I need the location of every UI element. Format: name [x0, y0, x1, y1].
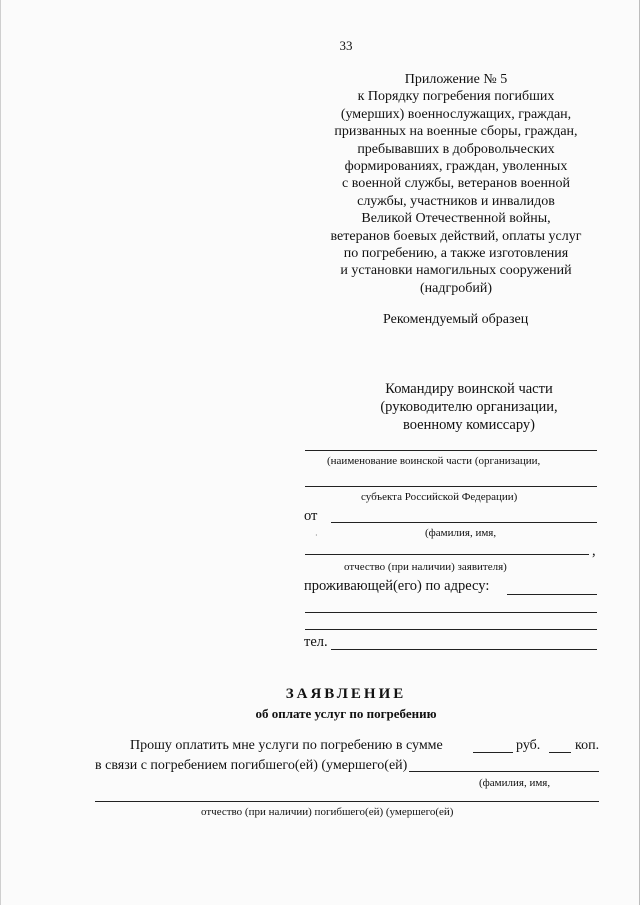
page-number: 33 [339, 38, 353, 53]
statement-title: ЗАЯВЛЕНИЕ [285, 686, 407, 702]
appendix-line: (надгробий) [419, 280, 492, 296]
appendix-line: к Порядку погребения погибших [357, 89, 555, 105]
in-connection-text: в связи с погребением погибшего(ей) (умершего(ей) [95, 758, 408, 773]
appendix-header [306, 71, 606, 297]
deceased-caption-1: (фамилия, имя, [479, 777, 551, 789]
appendix-line: Великой Отечественной войны, [361, 211, 551, 227]
address-label: проживающей(его) по адресу: [304, 578, 490, 594]
amount-kop-line[interactable] [549, 752, 571, 753]
rub-label: руб. [516, 738, 541, 753]
appendix-line: с военной службы, ветеранов военной [342, 176, 570, 192]
recommended-sample-label: Рекомендуемый образец [383, 312, 529, 327]
addressee-block [339, 380, 599, 434]
unit-caption-1: (наименование воинской части (организации, [327, 455, 541, 467]
name-caption-1: (фамилия, имя, [425, 527, 497, 539]
unit-name-line[interactable] [305, 450, 597, 451]
appendix-line: (умерших) военнослужащих, граждан, [340, 106, 572, 122]
address-line-2[interactable] [305, 612, 597, 613]
unit-name-line-2[interactable] [305, 486, 597, 487]
applicant-name-line-2[interactable] [305, 554, 589, 555]
appendix-line: призванных на военные сборы, граждан, [334, 124, 578, 140]
amount-rub-line[interactable] [473, 752, 513, 753]
statement-subtitle: об оплате услуг по погребению [255, 706, 437, 721]
phone-label: тел. [304, 634, 328, 650]
appendix-line: по погребению, а также изготовления [343, 246, 569, 262]
deceased-name-line-2[interactable] [95, 801, 599, 802]
deceased-caption-2: отчество (при наличии) погибшего(ей) (умершего(ей) [201, 806, 454, 818]
appendix-line: Приложение № 5 [404, 72, 508, 87]
address-line-1[interactable] [507, 594, 597, 595]
addressee-line: военному комиссару) [403, 417, 535, 433]
from-label: от [304, 508, 318, 524]
kop-label: коп. [575, 738, 600, 753]
address-line-3[interactable] [305, 629, 597, 630]
stray-mark: · [315, 531, 318, 540]
name-caption-2: отчество (при наличии) заявителя) [344, 561, 507, 573]
deceased-name-line[interactable] [409, 771, 599, 772]
appendix-line: ветеранов боевых действий, оплаты услуг [330, 228, 582, 244]
phone-line[interactable] [331, 649, 597, 650]
appendix-line: формированиях, граждан, уволенных [344, 159, 568, 175]
comma: , [592, 543, 596, 559]
request-text: Прошу оплатить мне услуги по погребению в сумме [130, 738, 443, 753]
unit-caption-2: субъекта Российской Федерации) [361, 491, 518, 503]
appendix-line: пребывавших в добровольческих [357, 141, 555, 157]
applicant-name-line[interactable] [331, 522, 597, 523]
appendix-line: службы, участников и инвалидов [357, 193, 555, 209]
appendix-line: и установки намогильных сооружений [340, 263, 572, 279]
addressee-line: Командиру воинской части [385, 381, 553, 397]
addressee-line: (руководителю организации, [380, 399, 558, 415]
